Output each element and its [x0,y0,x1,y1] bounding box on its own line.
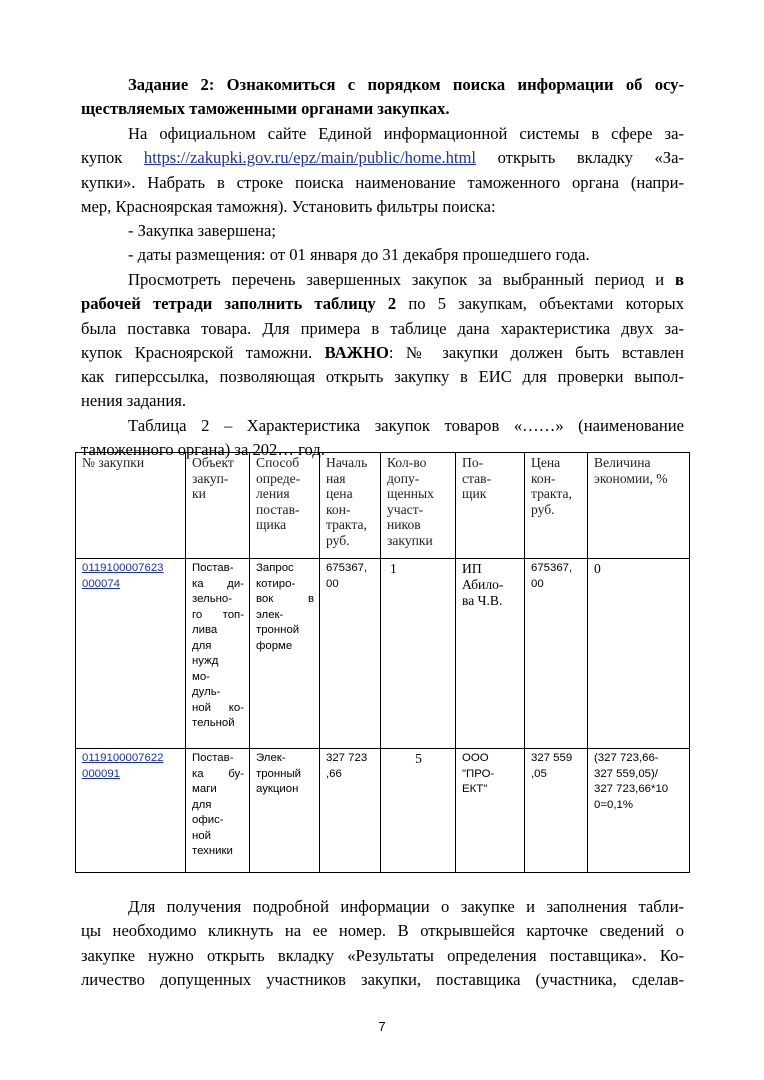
procurement-table [75,452,690,873]
para3-line4: личество допущенных участников закупки, поставщика (участника, сделав- [81,969,684,989]
procurement-number-link[interactable]: 0119100007623 000074 [82,562,164,590]
filter-list [128,219,684,268]
filter-item: - Закупка завершена; [128,221,276,240]
para1-line1: На официальном сайте Единой информационной системы в сфере за- [128,124,684,143]
task-title-line2: ществляемых таможенными органами закупках. [81,99,450,119]
paragraph-fill-table [81,268,684,414]
task-title-line1: Задание 2: Ознакомиться с порядком поиска информации об осу- [128,75,684,94]
participants-cell: 1 [381,559,456,749]
initial-price-cell: 675367, 00 [320,559,381,749]
table-caption-line1: Таблица 2 – Характеристика закупок товаров «……» (наименование [128,416,684,435]
para2-line1-pre: Просмотреть перечень завершенных закупок за выбранный период и [128,270,676,289]
para1-line2-post: открыть вкладку «За- [497,148,684,168]
savings-cell: 0 [588,559,690,749]
para2-line4-post: : № закупки должен быть вставлен [388,342,684,362]
contract-price-cell: 327 559 ,05 [525,749,588,873]
page-number: 7 [378,1019,386,1034]
important-label: ВАЖНО [324,342,389,362]
supplier-cell: ИП Абило- ва Ч.В. [456,559,525,749]
para1-line3: купки». Набрать в строке поиска наименование таможенного органа (напри- [81,172,684,192]
para3-line3: закупке нужно открыть вкладку «Результаты определения поставщика». Ко- [81,945,684,965]
para3-line1: Для получения подробной информации о закупке и заполнения табли- [128,897,684,916]
para2-line3: была поставка товара. Для примера в таблице дана характеристика двух за- [81,318,684,338]
initial-price-cell: 327 723 ,66 [320,749,381,873]
para1-line2-pre: купок [81,148,123,168]
object-cell: Постав- ка бу- маги для офис- ной техники [186,749,250,873]
table-row [76,749,690,873]
header-cell: Способ опреде- ления постав- щика [250,453,320,559]
para2-line6: нения задания. [81,391,187,411]
para2-line5: как гиперссылка, позволяющая открыть закупку в ЕИС для проверки выпол- [81,367,684,387]
paragraph-details [81,895,684,992]
contract-price-cell: 675367, 00 [525,559,588,749]
table-caption-line2: таможенного органа) за 202… год. [81,440,325,460]
para3-line2: цы необходимо кликнуть на ее номер. В открывшейся карточке сведений о [81,921,684,941]
para2-line4-pre: купок Красноярской таможни. [81,342,325,362]
header-cell: Цена кон- тракта, руб. [525,453,588,559]
header-cell: Величина экономии, % [588,453,690,559]
object-cell: Постав- ка ди- зельно- го топ- лива для нужд мо- дуль- ной ко- тельной [186,559,250,749]
para2-line1-bold: в [675,270,684,289]
header-cell: Объект закуп- ки [186,453,250,559]
procurement-number-link[interactable]: 0119100007622 000091 [82,752,164,780]
table-header-row [76,453,690,559]
savings-cell: (327 723,66- 327 559,05)/ 327 723,66*10 0=0,1% [588,749,690,873]
header-cell: Началь ная цена кон- тракта, руб. [320,453,381,559]
task-title [81,73,684,122]
para2-line2-bold: рабочей тетради заполнить таблицу 2 [81,294,397,314]
method-cell: Запрос котиро- вок в элек- тронной форме [250,559,320,749]
participants-cell: 5 [381,749,456,873]
header-cell: Кол-во допу- щенных участ- ников закупки [381,453,456,559]
filter-item: - даты размещения: от 01 января до 31 декабря прошедшего года. [128,245,590,265]
header-cell: № закупки [76,453,186,559]
zakupki-site-link[interactable]: https://zakupki.gov.ru/epz/main/public/home.html [143,148,477,168]
procurement-number-cell [76,749,186,873]
para1-line4: мер, Красноярская таможня). Установить фильтры поиска: [81,196,496,216]
para2-line2-post: по 5 закупкам, объектами которых [396,294,684,314]
header-cell: По- став- щик [456,453,525,559]
paragraph-site-instructions [81,122,684,219]
procurement-number-cell [76,559,186,749]
table-row [76,559,690,749]
method-cell: Элек- тронный аукцион [250,749,320,873]
supplier-cell: ООО "ПРО- ЕКТ" [456,749,525,873]
